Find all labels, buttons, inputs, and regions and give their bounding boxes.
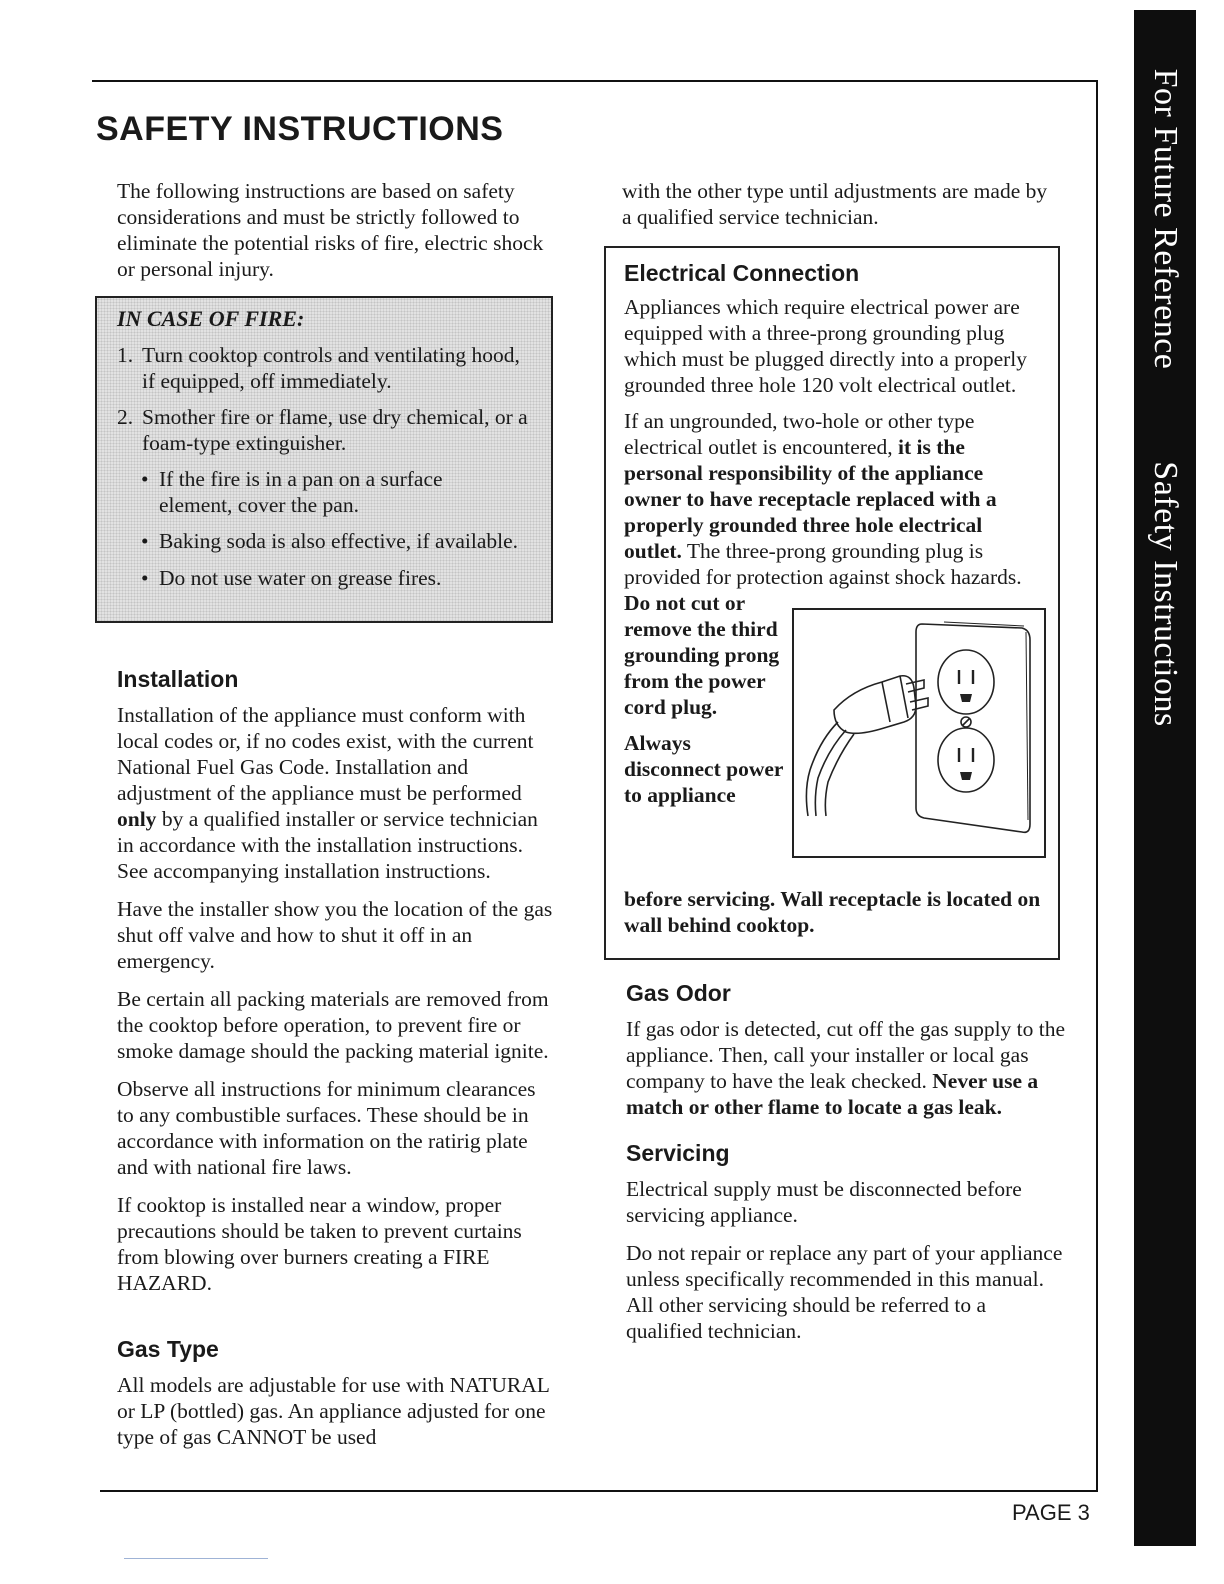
fire-warning-box (95, 296, 553, 623)
gas-odor-text (626, 1016, 1066, 1120)
gas-odor-heading: Gas Odor (626, 980, 731, 1006)
side-tab-safety-instructions: Safety Instructions (1147, 461, 1184, 727)
gas-type-continued-text: with the other type until adjustments are made by a qualified service technician. (622, 179, 1048, 229)
servicing-section (626, 1140, 1066, 1356)
right-rule (1096, 80, 1098, 1490)
gas-odor-emphasis: Never use a match or other flame to locate a gas leak. (626, 1069, 1039, 1119)
fire-step-number: 2. (117, 405, 134, 429)
servicing-paragraph-1: Electrical supply must be disconnected before servicing appliance. (626, 1177, 1022, 1227)
electrical-text: If an ungrounded, two-hole or other type electrical outlet is encountered, (624, 409, 975, 459)
installation-paragraph-3: Be certain all packing materials are removed from the cooktop before operation, to prevent fire or smoke damage should the packing material ignite. (117, 987, 549, 1063)
bottom-rule (100, 1490, 1098, 1492)
electrical-paragraph-1: Appliances which require electrical power are equipped with a three-prong grounding plug which must be plugged directly into a properly grounded three hole 120 volt electrical outlet. (624, 295, 1028, 397)
gas-type-text: All models are adjustable for use with NATURAL or LP (bottled) gas. An appliance adjusted for one type of gas CANNOT be used (117, 1373, 550, 1449)
outlet-illustration (792, 608, 1046, 858)
page-number: PAGE 3 (1012, 1500, 1090, 1525)
installation-text: Installation of the appliance must conform with local codes or, if no codes exist, with the current National Fuel Gas Code. Installation and adjustment of the appliance must be performed (117, 703, 534, 805)
electrical-heading: Electrical Connection (624, 260, 860, 286)
installation-heading: Installation (117, 666, 239, 692)
installation-paragraph-2: Have the installer show you the location of the gas shut off valve and how to shut it off in an emergency. (117, 897, 553, 973)
receptacle-location-note: before servicing. Wall receptacle is located on wall behind cooktop. (624, 887, 1041, 937)
fire-step-text: Turn cooktop controls and ventilating hood, if equipped, off immediately. (142, 343, 520, 393)
side-tab (1134, 10, 1196, 1546)
fire-step-1 (117, 342, 537, 394)
fire-bullet-1 (141, 466, 521, 518)
intro-section (117, 178, 557, 282)
fire-box-title: IN CASE OF FIRE: (117, 306, 305, 331)
fire-bullet-2 (141, 528, 521, 554)
bullet-icon: • (141, 467, 149, 491)
top-rule (92, 80, 1098, 82)
gas-type-section (117, 1336, 557, 1450)
gas-type-heading: Gas Type (117, 1336, 219, 1362)
fire-bullet-text: Do not use water on grease fires. (159, 566, 442, 590)
installation-paragraph-5: If cooktop is installed near a window, proper precautions should be taken to prevent curtains from blowing over burners creating a FIRE HAZARD. (117, 1193, 522, 1295)
installation-section (117, 666, 557, 1308)
fire-bullet-text: Baking soda is also effective, if available. (159, 529, 519, 553)
disconnect-warning: Always disconnect power to appliance (624, 731, 784, 807)
servicing-paragraph-2: Do not repair or replace any part of your appliance unless specifically recommended in this manual. All other servicing should be referred to a qualified technician. (626, 1241, 1063, 1343)
grounding-warning: Do not cut or remove the third grounding prong from the power cord plug. (624, 591, 780, 719)
electrical-text: The three-prong grounding plug is provided for protection against shock hazards. (624, 539, 1022, 589)
gas-odor-section (626, 980, 1066, 1120)
fire-bullet-text: If the fire is in a pan on a surface element, cover the pan. (159, 467, 443, 517)
gas-type-continued (622, 178, 1062, 230)
fire-bullet-3 (141, 565, 521, 591)
bullet-icon: • (141, 529, 149, 553)
page-title: SAFETY INSTRUCTIONS (96, 110, 504, 148)
scan-line-artifact (124, 1558, 268, 1559)
fire-step-text: Smother fire or flame, use dry chemical, or a foam-type extinguisher. (142, 405, 528, 455)
electrical-emphasis: it is the personal responsibility of the appliance owner to have receptacle replaced with a properly grounded three hole electrical outlet. (624, 435, 997, 563)
gas-odor-body: If gas odor is detected, cut off the gas supply to the appliance. Then, call your installer or local gas company to have the leak checked. (626, 1017, 1066, 1093)
electrical-paragraph-2 (624, 408, 1044, 590)
side-tab-future-reference: For Future Reference (1147, 68, 1184, 370)
plug-outlet-icon (794, 610, 1044, 856)
intro-text: The following instructions are based on safety considerations and must be strictly followed to eliminate the potential risks of fire, electric shock or personal injury. (117, 179, 544, 281)
installation-emphasis: only (117, 807, 157, 831)
installation-paragraph-4: Observe all instructions for minimum clearances to any combustible surfaces. These should be in accordance with information on the ratirig plate and with national fire laws. (117, 1077, 536, 1179)
servicing-heading: Servicing (626, 1140, 730, 1166)
fire-step-2 (117, 404, 537, 456)
electrical-connection-box (604, 246, 1060, 960)
installation-paragraph-1 (117, 702, 557, 884)
bullet-icon: • (141, 566, 149, 590)
fire-step-number: 1. (117, 343, 134, 367)
installation-text: by a qualified installer or service technician in accordance with the installation instructions. See accompanying installation instructions. (117, 807, 538, 883)
